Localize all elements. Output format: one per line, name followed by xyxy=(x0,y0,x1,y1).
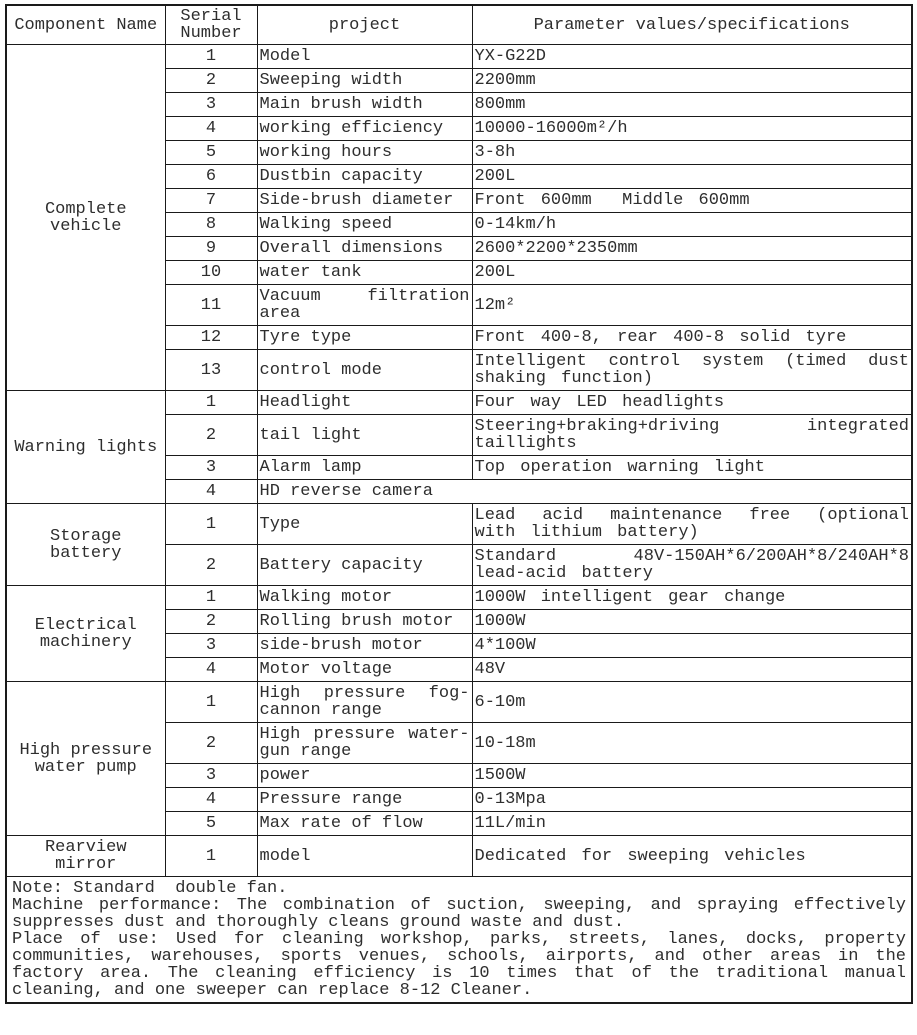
value-cell: Four way LED headlights xyxy=(472,391,912,415)
project-cell: Rolling brush motor xyxy=(257,610,472,634)
table-row xyxy=(6,682,912,723)
value-cell: 1500W xyxy=(472,764,912,788)
header-row xyxy=(6,5,912,45)
table-row xyxy=(6,45,912,69)
serial-cell: 3 xyxy=(165,93,257,117)
component-cell-electrical-machinery: Electrical machinery xyxy=(6,586,165,682)
value-cell: Steering+braking+driving integrated taillights xyxy=(472,415,912,456)
serial-cell: 1 xyxy=(165,504,257,545)
project-cell: Main brush width xyxy=(257,93,472,117)
value-cell: 800mm xyxy=(472,93,912,117)
table-row xyxy=(6,586,912,610)
value-cell: 11L/min xyxy=(472,812,912,836)
spec-table xyxy=(5,4,913,1004)
project-cell: control mode xyxy=(257,350,472,391)
component-cell-complete-vehicle: Complete vehicle xyxy=(6,45,165,391)
serial-cell: 11 xyxy=(165,285,257,326)
project-cell: working efficiency xyxy=(257,117,472,141)
value-cell: 10000-16000m²/h xyxy=(472,117,912,141)
value-cell: Intelligent control system (timed dust shaking function) xyxy=(472,350,912,391)
serial-cell: 7 xyxy=(165,189,257,213)
serial-cell: 3 xyxy=(165,634,257,658)
serial-cell: 1 xyxy=(165,836,257,877)
project-cell: Walking speed xyxy=(257,213,472,237)
project-cell: Side-brush diameter xyxy=(257,189,472,213)
component-cell-warning-lights: Warning lights xyxy=(6,391,165,504)
project-cell: Pressure range xyxy=(257,788,472,812)
value-cell: 1000W xyxy=(472,610,912,634)
serial-cell: 4 xyxy=(165,658,257,682)
value-cell: 6-10m xyxy=(472,682,912,723)
component-cell-rearview-mirror: Rearview mirror xyxy=(6,836,165,877)
table-row xyxy=(6,391,912,415)
serial-cell: 3 xyxy=(165,456,257,480)
serial-cell: 1 xyxy=(165,391,257,415)
component-cell-storage-battery: Storage battery xyxy=(6,504,165,586)
col-header-serial-number: Serial Number xyxy=(165,5,257,45)
project-cell: Headlight xyxy=(257,391,472,415)
project-cell: Motor voltage xyxy=(257,658,472,682)
project-cell: Tyre type xyxy=(257,326,472,350)
value-cell: 200L xyxy=(472,261,912,285)
project-cell: power xyxy=(257,764,472,788)
serial-cell: 2 xyxy=(165,545,257,586)
serial-cell: 10 xyxy=(165,261,257,285)
project-cell: Type xyxy=(257,504,472,545)
note-standard-fan: Note: Standard double fan. xyxy=(12,879,288,898)
value-cell: Front 600mm Middle 600mm xyxy=(472,189,912,213)
project-cell: Battery capacity xyxy=(257,545,472,586)
project-cell: High pressure fog-cannon range xyxy=(257,682,472,723)
serial-cell: 12 xyxy=(165,326,257,350)
project-cell: tail light xyxy=(257,415,472,456)
project-cell: High pressure water-gun range xyxy=(257,723,472,764)
value-cell: Top operation warning light xyxy=(472,456,912,480)
value-cell: 48V xyxy=(472,658,912,682)
serial-cell: 4 xyxy=(165,480,257,504)
notes-cell xyxy=(6,877,912,1004)
value-cell: YX-G22D xyxy=(472,45,912,69)
value-cell: Standard 48V-150AH*6/200AH*8/240AH*8 lead-acid battery xyxy=(472,545,912,586)
serial-cell: 2 xyxy=(165,610,257,634)
serial-cell: 5 xyxy=(165,141,257,165)
serial-cell: 8 xyxy=(165,213,257,237)
project-cell: model xyxy=(257,836,472,877)
value-cell: 10-18m xyxy=(472,723,912,764)
project-cell: Model xyxy=(257,45,472,69)
note-place-of-use: Place of use: Used for cleaning workshop, parks, streets, lanes, docks, property communities, warehouses, sports venues, schools, airports, and other areas in the factory area. The cleaning efficiency is 10 times that of the traditional manual cleaning, and one sweeper can replace 8-12 Cleaner. xyxy=(12,930,906,1000)
serial-cell: 1 xyxy=(165,682,257,723)
serial-cell: 4 xyxy=(165,788,257,812)
serial-cell: 2 xyxy=(165,69,257,93)
value-cell: 4*100W xyxy=(472,634,912,658)
project-cell: Dustbin capacity xyxy=(257,165,472,189)
project-cell: Vacuum filtration area xyxy=(257,285,472,326)
serial-cell: 2 xyxy=(165,415,257,456)
component-cell-high-pressure-water-pump: High pressure water pump xyxy=(6,682,165,836)
value-cell: 0-14km/h xyxy=(472,213,912,237)
serial-cell: 6 xyxy=(165,165,257,189)
value-cell: Front 400-8, rear 400-8 solid tyre xyxy=(472,326,912,350)
serial-cell: 1 xyxy=(165,586,257,610)
col-header-parameter-values: Parameter values/specifications xyxy=(472,5,912,45)
col-header-component-name: Component Name xyxy=(6,5,165,45)
serial-cell: 5 xyxy=(165,812,257,836)
project-cell: working hours xyxy=(257,141,472,165)
serial-cell: 3 xyxy=(165,764,257,788)
serial-cell: 9 xyxy=(165,237,257,261)
value-cell: 3-8h xyxy=(472,141,912,165)
table-row xyxy=(6,504,912,545)
value-cell: 12m² xyxy=(472,285,912,326)
col-header-project: project xyxy=(257,5,472,45)
project-cell: Alarm lamp xyxy=(257,456,472,480)
value-cell: Lead acid maintenance free (optional with lithium battery) xyxy=(472,504,912,545)
project-cell: Walking motor xyxy=(257,586,472,610)
note-machine-performance: Machine performance: The combination of suction, sweeping, and spraying effectively suppresses dust and thoroughly cleans ground waste and dust. xyxy=(12,896,906,932)
project-cell: Sweeping width xyxy=(257,69,472,93)
project-cell: side-brush motor xyxy=(257,634,472,658)
serial-cell: 4 xyxy=(165,117,257,141)
project-cell: Overall dimensions xyxy=(257,237,472,261)
project-cell: HD reverse camera xyxy=(257,480,912,504)
value-cell: Dedicated for sweeping vehicles xyxy=(472,836,912,877)
value-cell: 200L xyxy=(472,165,912,189)
value-cell: 2200mm xyxy=(472,69,912,93)
table-row xyxy=(6,836,912,877)
serial-cell: 13 xyxy=(165,350,257,391)
value-cell: 1000W intelligent gear change xyxy=(472,586,912,610)
value-cell: 0-13Mpa xyxy=(472,788,912,812)
project-cell: Max rate of flow xyxy=(257,812,472,836)
project-cell: water tank xyxy=(257,261,472,285)
serial-cell: 2 xyxy=(165,723,257,764)
value-cell: 2600*2200*2350mm xyxy=(472,237,912,261)
notes-row xyxy=(6,877,912,1004)
serial-cell: 1 xyxy=(165,45,257,69)
